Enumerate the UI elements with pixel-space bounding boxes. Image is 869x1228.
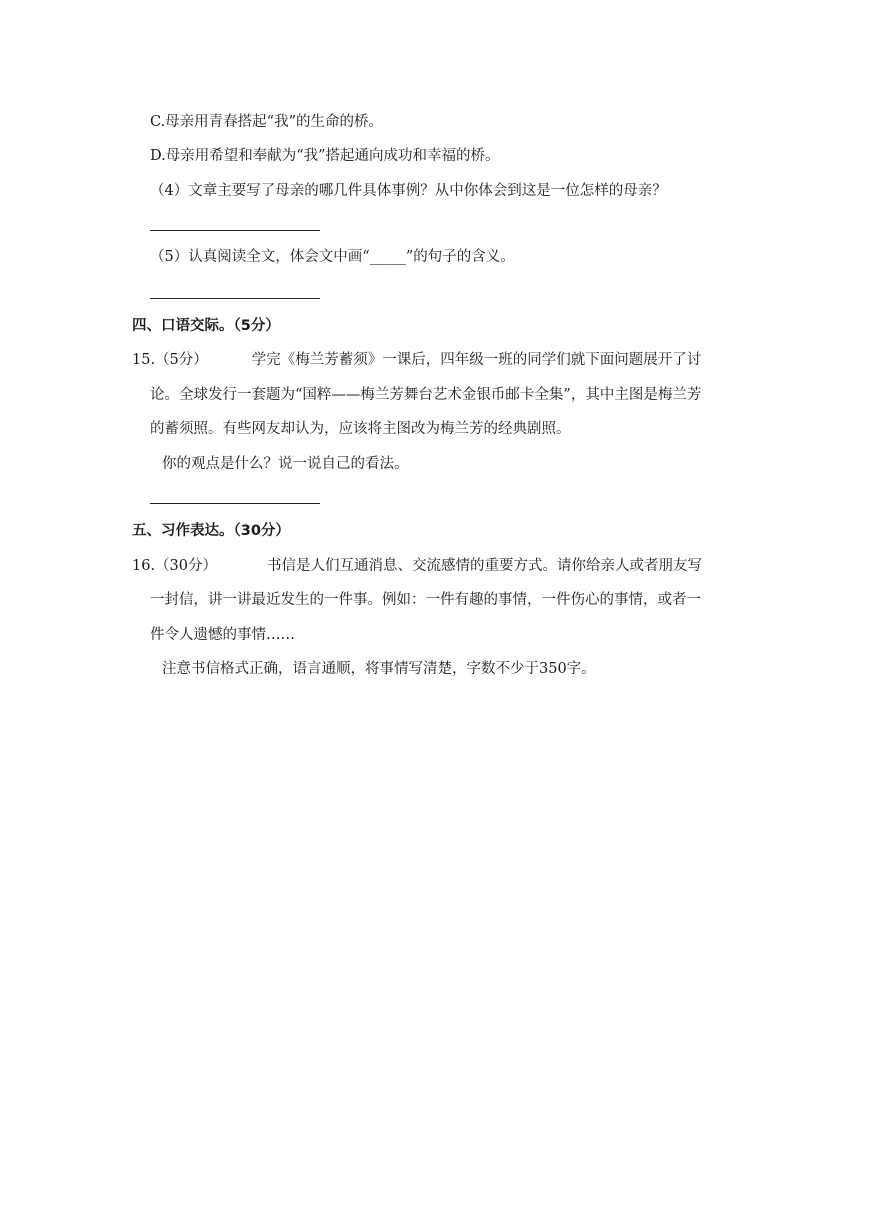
option-c: C.母亲用青春搭起“我”的生命的桥。 [150, 114, 384, 130]
question-16-line-3: 件令人遗憾的事情…… [150, 627, 295, 643]
sub-question-4: （4）文章主要写了母亲的哪几件具体事例？从中你体会到这是一位怎样的母亲？ [150, 183, 667, 199]
answer-line-15 [150, 503, 320, 504]
section-4-heading: 四、口语交际。（5分） [132, 318, 280, 334]
question-16-line-2: 一封信，讲一讲最近发生的一件事。例如：一件有趣的事情，一件伤心的事情，或者一 [150, 592, 701, 608]
question-15-line-3: 的蓄须照。有些网友却认为，应该将主图改为梅兰芳的经典剧照。 [150, 421, 571, 437]
question-15-line-1 [132, 350, 701, 370]
question-16-number: 16.（30分） [132, 558, 218, 574]
question-15-line-2: 论。全球发行一套题为“国粹——梅兰芳舞台艺术金银币邮卡全集”，其中主图是梅兰芳 [150, 387, 702, 403]
question-16-line-4: 注意书信格式正确，语言通顺，将事情写清楚，字数不少于350字。 [162, 661, 596, 677]
section-5-heading: 五、习作表达。（30分） [132, 523, 290, 539]
option-d: D.母亲用希望和奉献为“我”搭起通向成功和幸福的桥。 [150, 148, 500, 164]
question-15-number: 15.（5分） [132, 352, 208, 368]
question-16-text-1: 书信是人们互通消息、交流感情的重要方式。请你给亲人或者朋友写 [267, 558, 703, 574]
answer-line-4 [150, 230, 320, 231]
answer-line-5 [150, 298, 320, 299]
question-15-line-4: 你的观点是什么？说一说自己的看法。 [162, 456, 409, 472]
question-16-line-1 [132, 556, 702, 576]
question-15-text-1: 学完《梅兰芳蓄须》一课后，四年级一班的同学们就下面问题展开了讨 [251, 352, 702, 368]
sub-question-5: （5）认真阅读全文，体会文中画“_____”的句子的含义。 [150, 249, 515, 265]
